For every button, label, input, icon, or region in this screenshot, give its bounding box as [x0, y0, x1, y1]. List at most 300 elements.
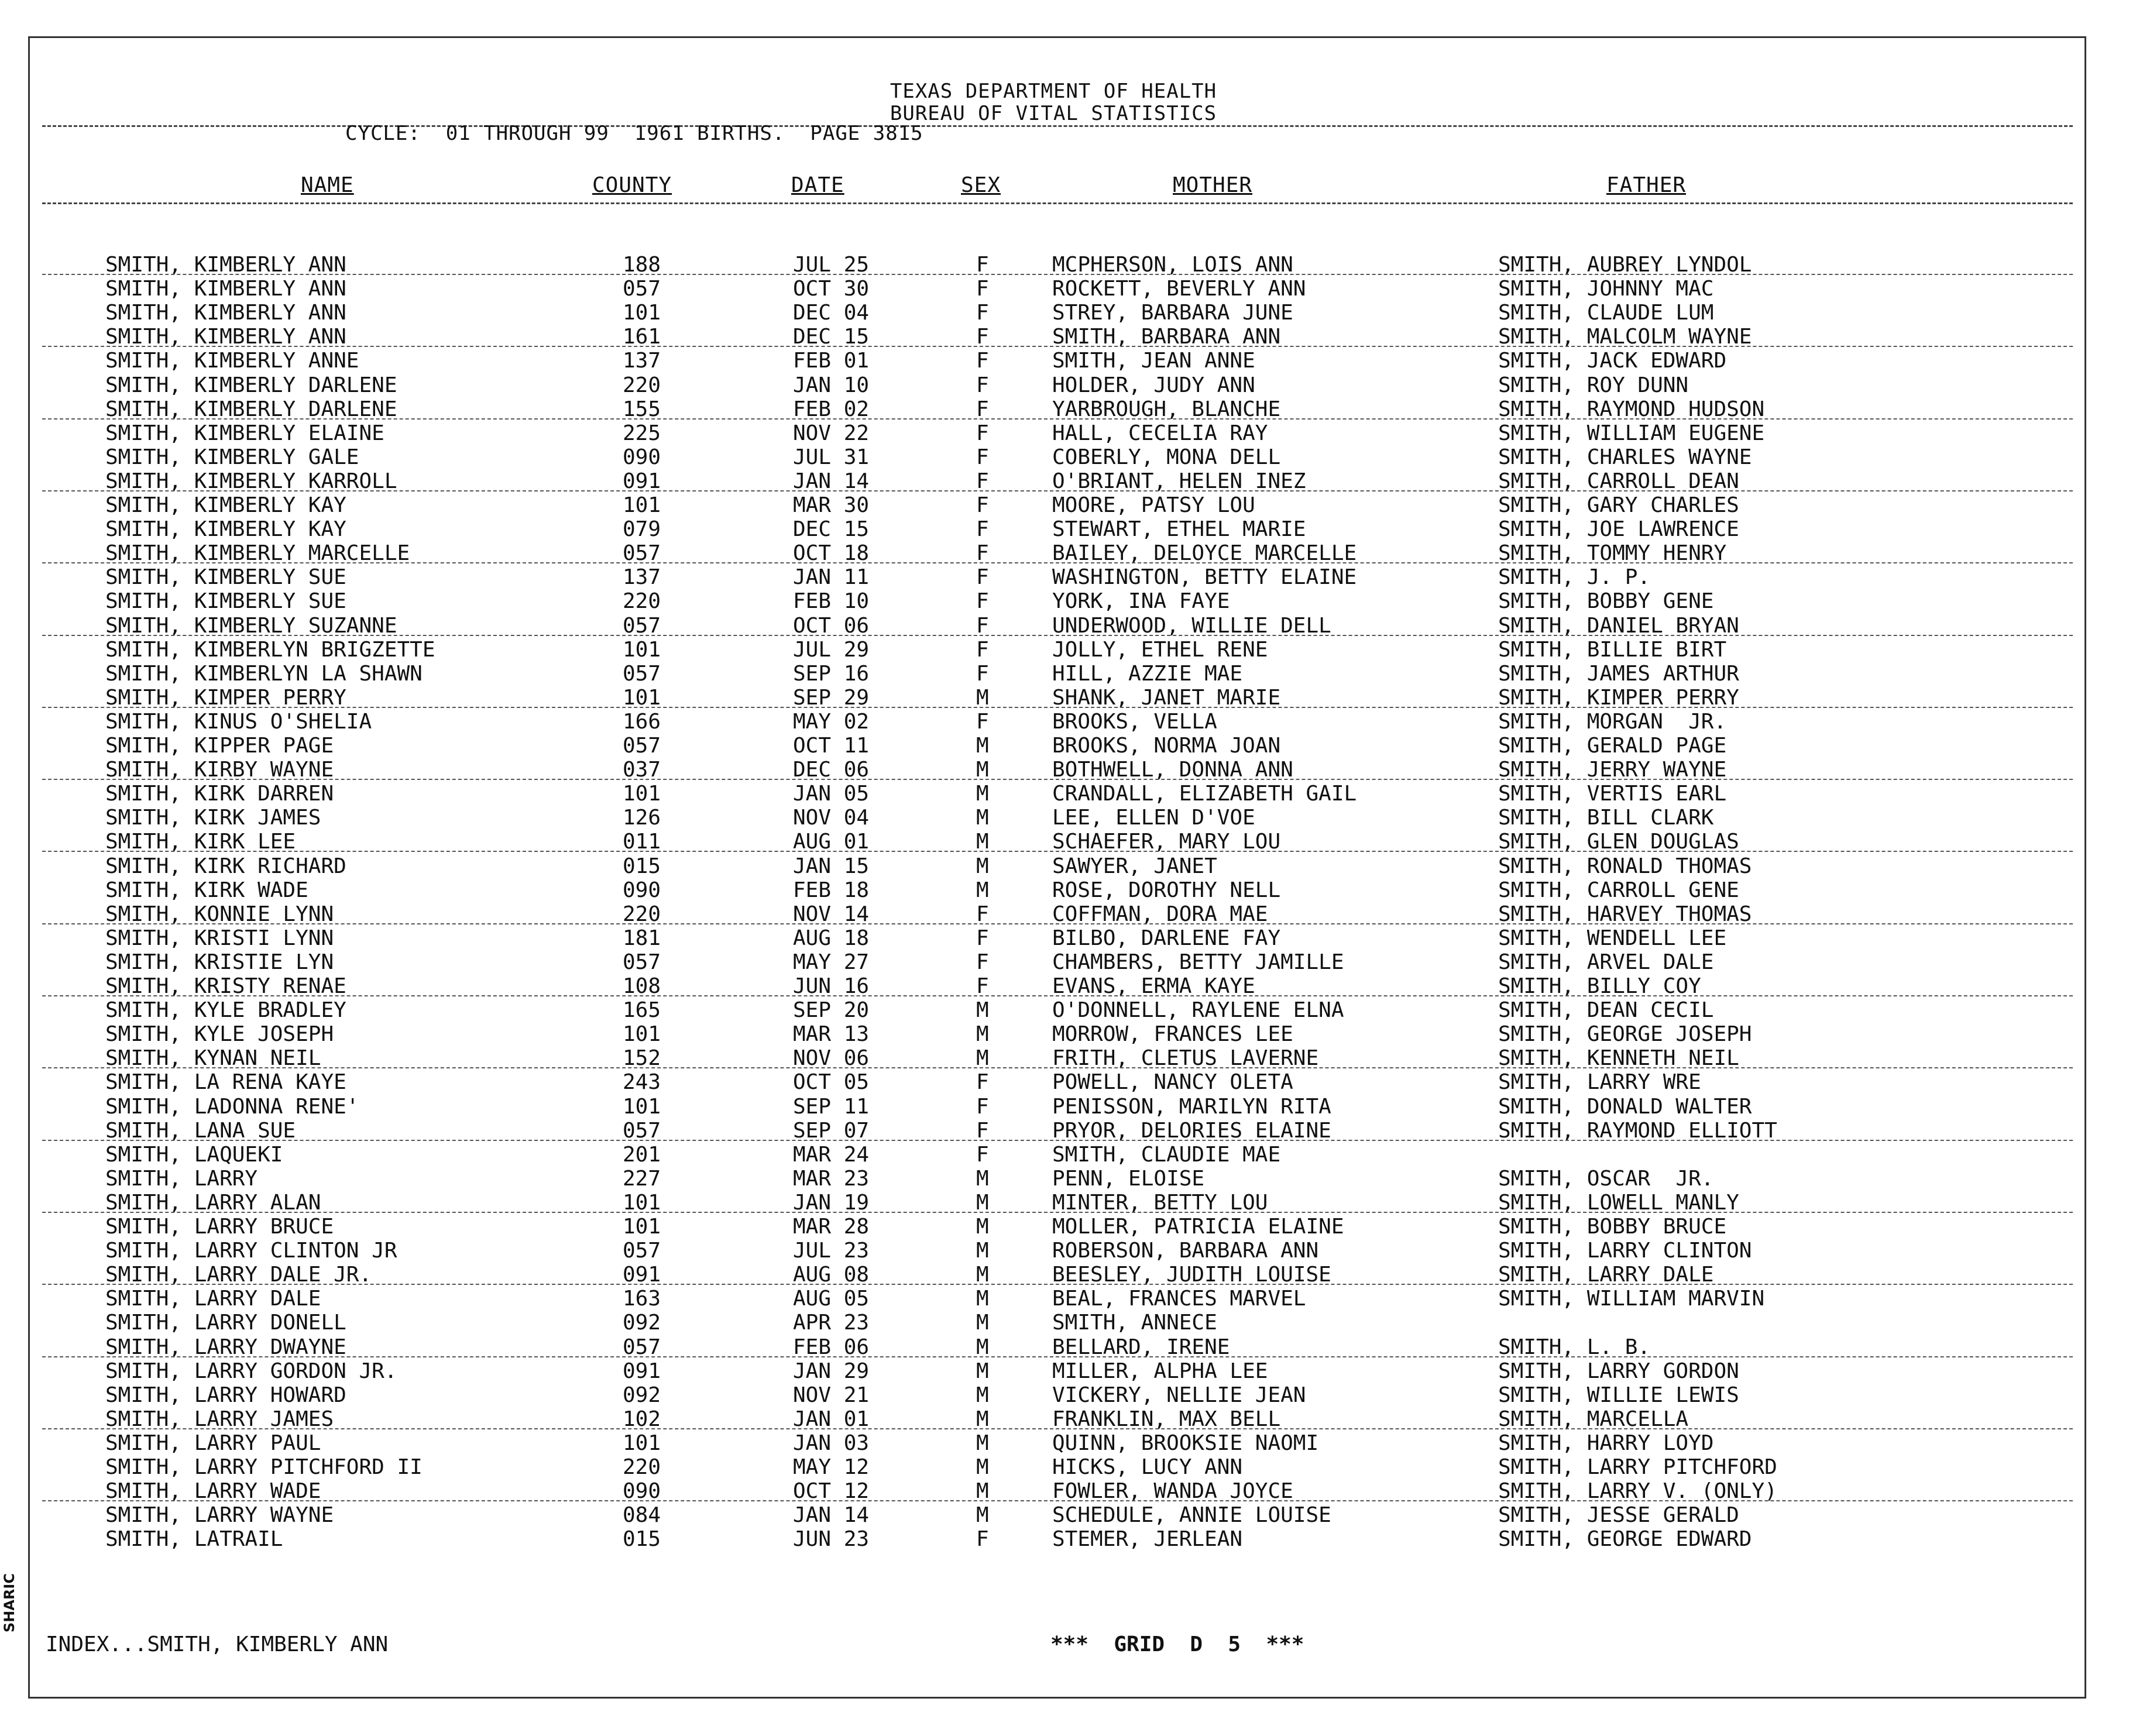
cell-father: SMITH, GERALD PAGE — [1498, 734, 1727, 758]
cell-date: OCT 18 — [793, 541, 870, 566]
row-rule — [42, 1356, 2073, 1357]
cell-father: SMITH, LOWELL MANLY — [1498, 1190, 1739, 1215]
cell-county: 220 — [623, 373, 661, 397]
cell-county: 165 — [623, 998, 661, 1023]
cell-county: 166 — [623, 709, 661, 734]
cell-date: MAY 02 — [793, 709, 870, 734]
cell-father: SMITH, JOE LAWRENCE — [1498, 517, 1739, 542]
cell-mother: WASHINGTON, BETTY ELAINE — [1052, 565, 1357, 590]
cell-mother: BROOKS, NORMA JOAN — [1052, 734, 1281, 758]
cell-date: JAN 29 — [793, 1359, 870, 1383]
cell-father: SMITH, BILLIE BIRT — [1498, 637, 1727, 662]
cell-county: 084 — [623, 1503, 661, 1528]
cell-date: JAN 11 — [793, 565, 870, 590]
cell-father: SMITH, WILLIAM MARVIN — [1498, 1287, 1765, 1311]
cell-father: SMITH, ROY DUNN — [1498, 373, 1689, 397]
cell-date: AUG 01 — [793, 830, 870, 854]
column-header-father: FATHER — [1606, 173, 1687, 197]
cell-county: 243 — [623, 1070, 661, 1095]
cell-date: SEP 29 — [793, 685, 870, 710]
cell-date: DEC 15 — [793, 325, 870, 349]
cell-date: MAR 23 — [793, 1166, 870, 1191]
cell-name: SMITH, KIRK JAMES — [105, 806, 321, 830]
cell-name: SMITH, KIMBERLYN BRIGZETTE — [105, 637, 435, 662]
cell-mother: UNDERWOOD, WILLIE DELL — [1052, 613, 1331, 638]
table-row — [0, 1479, 2136, 1503]
table-row — [0, 1527, 2136, 1551]
cell-name: SMITH, KIRK DARREN — [105, 782, 334, 806]
cell-father: SMITH, LARRY CLINTON — [1498, 1239, 1752, 1263]
cell-mother: HILL, AZZIE MAE — [1052, 661, 1243, 686]
cell-mother: EVANS, ERMA KAYE — [1052, 974, 1255, 998]
cell-sex: F — [976, 926, 989, 950]
cell-mother: ROSE, DOROTHY NELL — [1052, 878, 1281, 902]
cell-sex: M — [976, 1479, 989, 1504]
cell-date: JUL 23 — [793, 1239, 870, 1263]
cell-sex: F — [976, 421, 989, 445]
cell-county: 057 — [623, 661, 661, 686]
cell-county: 102 — [623, 1407, 661, 1431]
table-row — [0, 854, 2136, 878]
cell-date: NOV 04 — [793, 806, 870, 830]
header-bureau: BUREAU OF VITAL STATISTICS — [890, 102, 1217, 125]
table-row — [0, 1119, 2136, 1143]
table-row — [0, 397, 2136, 421]
cell-father: SMITH, LARRY DALE — [1498, 1263, 1714, 1287]
cell-date: JAN 03 — [793, 1431, 870, 1455]
table-row — [0, 1311, 2136, 1335]
cell-date: MAR 24 — [793, 1142, 870, 1167]
cell-mother: BOTHWELL, DONNA ANN — [1052, 758, 1293, 782]
column-header-rule — [42, 202, 2073, 204]
table-row — [0, 614, 2136, 638]
cell-name: SMITH, KINUS O'SHELIA — [105, 709, 372, 734]
cell-mother: MINTER, BETTY LOU — [1052, 1190, 1268, 1215]
cell-mother: BELLARD, IRENE — [1052, 1335, 1230, 1359]
cell-sex: M — [976, 782, 989, 806]
row-rule — [42, 1067, 2073, 1068]
row-rule — [42, 1284, 2073, 1285]
cell-date: SEP 11 — [793, 1094, 870, 1119]
cell-mother: YARBROUGH, BLANCHE — [1052, 397, 1281, 421]
cell-mother: SMITH, CLAUDIE MAE — [1052, 1142, 1281, 1167]
cell-father: SMITH, WILLIE LEWIS — [1498, 1383, 1739, 1407]
cell-name: SMITH, LA RENA KAYE — [105, 1070, 346, 1095]
cell-sex: M — [976, 1022, 989, 1047]
cell-mother: CRANDALL, ELIZABETH GAIL — [1052, 782, 1357, 806]
cell-mother: PENN, ELOISE — [1052, 1166, 1205, 1191]
cell-name: SMITH, KYLE BRADLEY — [105, 998, 346, 1023]
cell-name: SMITH, LARRY BRUCE — [105, 1215, 334, 1239]
cell-name: SMITH, KIMBERLY DARLENE — [105, 373, 397, 397]
cell-county: 101 — [623, 493, 661, 517]
cell-father: SMITH, BOBBY BRUCE — [1498, 1215, 1727, 1239]
cell-date: AUG 08 — [793, 1263, 870, 1287]
cell-father: SMITH, ARVEL DALE — [1498, 950, 1714, 974]
cell-date: MAR 30 — [793, 493, 870, 517]
table-row — [0, 253, 2136, 277]
cell-county: 092 — [623, 1311, 661, 1335]
cell-date: OCT 30 — [793, 277, 870, 301]
table-row — [0, 638, 2136, 662]
table-row — [0, 830, 2136, 854]
cell-father: SMITH, MALCOLM WAYNE — [1498, 325, 1752, 349]
cell-county: 057 — [623, 541, 661, 566]
cell-sex: M — [976, 998, 989, 1023]
cell-name: SMITH, KIMBERLY KARROLL — [105, 469, 397, 493]
table-row — [0, 1215, 2136, 1239]
cell-father: SMITH, OSCAR JR. — [1498, 1166, 1714, 1191]
cell-county: 108 — [623, 974, 661, 998]
cell-date: MAR 28 — [793, 1215, 870, 1239]
cell-sex: M — [976, 1335, 989, 1359]
cell-county: 090 — [623, 878, 661, 902]
cell-mother: HOLDER, JUDY ANN — [1052, 373, 1255, 397]
column-header-date: DATE — [791, 173, 844, 197]
cell-mother: SCHAEFER, MARY LOU — [1052, 830, 1281, 854]
cell-father: SMITH, LARRY WRE — [1498, 1070, 1701, 1095]
table-row — [0, 806, 2136, 830]
cell-date: SEP 07 — [793, 1118, 870, 1143]
cell-county: 225 — [623, 421, 661, 445]
cell-county: 057 — [623, 1118, 661, 1143]
row-rule — [42, 851, 2073, 852]
cell-date: NOV 21 — [793, 1383, 870, 1407]
cell-mother: BEAL, FRANCES MARVEL — [1052, 1287, 1306, 1311]
cell-name: SMITH, LARRY ALAN — [105, 1190, 321, 1215]
cell-mother: VICKERY, NELLIE JEAN — [1052, 1383, 1306, 1407]
cell-date: MAR 13 — [793, 1022, 870, 1047]
cell-sex: F — [976, 445, 989, 469]
cell-father: SMITH, JAMES ARTHUR — [1498, 661, 1739, 686]
row-rule — [42, 346, 2073, 347]
cell-county: 037 — [623, 758, 661, 782]
cell-father: SMITH, JESSE GERALD — [1498, 1503, 1739, 1528]
cell-name: SMITH, KIMBERLYN LA SHAWN — [105, 661, 423, 686]
cell-mother: HALL, CECELIA RAY — [1052, 421, 1268, 445]
column-header-name: NAME — [301, 173, 354, 197]
cell-sex: F — [976, 565, 989, 590]
cell-father: SMITH, JACK EDWARD — [1498, 349, 1727, 373]
table-row — [0, 1022, 2136, 1046]
table-row — [0, 493, 2136, 517]
cell-mother: MOORE, PATSY LOU — [1052, 493, 1255, 517]
cell-name: SMITH, KIMBERLY KAY — [105, 517, 346, 542]
cell-date: OCT 12 — [793, 1479, 870, 1504]
cell-mother: SHANK, JANET MARIE — [1052, 685, 1281, 710]
cell-sex: M — [976, 1383, 989, 1407]
cell-date: SEP 20 — [793, 998, 870, 1023]
cell-county: 181 — [623, 926, 661, 950]
cell-sex: M — [976, 1431, 989, 1455]
cell-father: SMITH, BOBBY GENE — [1498, 589, 1714, 614]
cell-date: JAN 14 — [793, 1503, 870, 1528]
cell-county: 057 — [623, 1335, 661, 1359]
cell-date: JUL 25 — [793, 253, 870, 277]
cell-name: SMITH, LARRY PAUL — [105, 1431, 321, 1455]
table-row — [0, 1143, 2136, 1167]
cell-county: 090 — [623, 445, 661, 469]
table-row — [0, 1095, 2136, 1119]
cell-father: SMITH, BILLY COY — [1498, 974, 1701, 998]
cell-date: AUG 05 — [793, 1287, 870, 1311]
cell-county: 015 — [623, 1527, 661, 1552]
cell-name: SMITH, LARRY DALE JR. — [105, 1263, 372, 1287]
cell-name: SMITH, KIMBERLY ANN — [105, 301, 346, 325]
cell-date: DEC 15 — [793, 517, 870, 542]
cell-mother: JOLLY, ETHEL RENE — [1052, 637, 1268, 662]
cell-date: JAN 01 — [793, 1407, 870, 1431]
cell-name: SMITH, LATRAIL — [105, 1527, 283, 1552]
cell-sex: M — [976, 1239, 989, 1263]
cell-father: SMITH, DANIEL BRYAN — [1498, 613, 1739, 638]
row-rule — [42, 923, 2073, 924]
cell-county: 015 — [623, 854, 661, 878]
cell-county: 163 — [623, 1287, 661, 1311]
cell-name: SMITH, KIMBERLY ANN — [105, 277, 346, 301]
cell-date: NOV 22 — [793, 421, 870, 445]
cell-mother: COBERLY, MONA DELL — [1052, 445, 1281, 469]
cell-sex: M — [976, 1359, 989, 1383]
cell-sex: F — [976, 613, 989, 638]
cell-name: SMITH, KIMBERLY ANNE — [105, 349, 359, 373]
cell-county: 057 — [623, 613, 661, 638]
cell-name: SMITH, KIMBERLY SUE — [105, 565, 346, 590]
row-rule — [42, 779, 2073, 780]
cell-county: 101 — [623, 1094, 661, 1119]
table-row — [0, 325, 2136, 349]
cell-name: SMITH, KYLE JOSEPH — [105, 1022, 334, 1047]
cell-mother: SMITH, BARBARA ANN — [1052, 325, 1281, 349]
cell-name: SMITH, KIRK LEE — [105, 830, 296, 854]
cell-mother: FRITH, CLETUS LAVERNE — [1052, 1046, 1319, 1071]
table-row — [0, 902, 2136, 926]
cell-father: SMITH, KIMPER PERRY — [1498, 685, 1739, 710]
cell-date: JAN 10 — [793, 373, 870, 397]
cell-father: SMITH, GLEN DOUGLAS — [1498, 830, 1739, 854]
cell-sex: F — [976, 950, 989, 974]
cell-mother: SCHEDULE, ANNIE LOUISE — [1052, 1503, 1331, 1528]
cell-sex: F — [976, 277, 989, 301]
row-rule — [42, 1212, 2073, 1213]
footer-index: INDEX...SMITH, KIMBERLY ANN — [46, 1632, 389, 1656]
cell-name: SMITH, KIRBY WAYNE — [105, 758, 334, 782]
cell-date: FEB 18 — [793, 878, 870, 902]
cell-county: 057 — [623, 734, 661, 758]
cell-name: SMITH, KIMBERLY DARLENE — [105, 397, 397, 421]
cell-mother: QUINN, BROOKSIE NAOMI — [1052, 1431, 1319, 1455]
cell-county: 201 — [623, 1142, 661, 1167]
cell-mother: STEMER, JERLEAN — [1052, 1527, 1243, 1552]
cell-name: SMITH, LARRY CLINTON JR — [105, 1239, 397, 1263]
cell-name: SMITH, LARRY HOWARD — [105, 1383, 346, 1407]
table-row — [0, 1455, 2136, 1479]
cell-county: 057 — [623, 950, 661, 974]
cell-name: SMITH, KIRK RICHARD — [105, 854, 346, 878]
cell-sex: M — [976, 1263, 989, 1287]
cell-county: 101 — [623, 685, 661, 710]
cell-mother: BROOKS, VELLA — [1052, 709, 1217, 734]
cell-sex: M — [976, 1311, 989, 1335]
cell-county: 091 — [623, 1263, 661, 1287]
header-cycle: CYCLE: 01 THROUGH 99 1961 BIRTHS. PAGE 3815 — [345, 122, 923, 145]
cell-mother: FRANKLIN, MAX BELL — [1052, 1407, 1281, 1431]
row-rule — [42, 418, 2073, 420]
cell-sex: M — [976, 878, 989, 902]
cell-father: SMITH, CARROLL GENE — [1498, 878, 1739, 902]
cell-county: 057 — [623, 1239, 661, 1263]
cell-date: SEP 16 — [793, 661, 870, 686]
cell-name: SMITH, KIMBERLY KAY — [105, 493, 346, 517]
cell-date: MAY 12 — [793, 1455, 870, 1479]
cell-county: 101 — [623, 1190, 661, 1215]
cell-county: 101 — [623, 1215, 661, 1239]
cell-father: SMITH, J. P. — [1498, 565, 1651, 590]
cell-name: SMITH, KIMBERLY ANN — [105, 325, 346, 349]
footer-grid: *** GRID D 5 *** — [1050, 1632, 1304, 1656]
cell-father: SMITH, HARRY LOYD — [1498, 1431, 1714, 1455]
cell-name: SMITH, KRISTI LYNN — [105, 926, 334, 950]
table-row — [0, 878, 2136, 902]
row-rule — [42, 635, 2073, 636]
table-row — [0, 926, 2136, 950]
cell-date: OCT 11 — [793, 734, 870, 758]
cell-mother: SMITH, ANNECE — [1052, 1311, 1217, 1335]
cell-father: SMITH, WILLIAM EUGENE — [1498, 421, 1765, 445]
cell-mother: STEWART, ETHEL MARIE — [1052, 517, 1306, 542]
table-row — [0, 1239, 2136, 1263]
cell-county: 101 — [623, 637, 661, 662]
cell-date: DEC 06 — [793, 758, 870, 782]
table-row — [0, 998, 2136, 1022]
row-rule — [42, 490, 2073, 491]
cell-sex: F — [976, 589, 989, 614]
cell-name: SMITH, KIMPER PERRY — [105, 685, 346, 710]
table-row — [0, 710, 2136, 734]
cell-county: 092 — [623, 1383, 661, 1407]
cell-mother: MILLER, ALPHA LEE — [1052, 1359, 1268, 1383]
table-row — [0, 1383, 2136, 1407]
cell-father: SMITH, GEORGE EDWARD — [1498, 1527, 1752, 1552]
cell-name: SMITH, KRISTIE LYN — [105, 950, 334, 974]
row-rule — [42, 707, 2073, 708]
cell-date: JUN 23 — [793, 1527, 870, 1552]
cell-county: 091 — [623, 1359, 661, 1383]
cell-mother: ROBERSON, BARBARA ANN — [1052, 1239, 1319, 1263]
cell-date: NOV 06 — [793, 1046, 870, 1071]
cell-county: 152 — [623, 1046, 661, 1071]
table-row — [0, 1431, 2136, 1455]
cell-mother: CHAMBERS, BETTY JAMILLE — [1052, 950, 1344, 974]
table-row — [0, 734, 2136, 758]
header-agency: TEXAS DEPARTMENT OF HEALTH — [890, 80, 1217, 103]
cell-sex: F — [976, 469, 989, 493]
cell-name: SMITH, LARRY JAMES — [105, 1407, 334, 1431]
table-row — [0, 517, 2136, 541]
cell-mother: YORK, INA FAYE — [1052, 589, 1230, 614]
cell-sex: F — [976, 325, 989, 349]
cell-county: 057 — [623, 277, 661, 301]
cell-father: SMITH, RONALD THOMAS — [1498, 854, 1752, 878]
cell-county: 090 — [623, 1479, 661, 1504]
cell-date: APR 23 — [793, 1311, 870, 1335]
cell-father: SMITH, BILL CLARK — [1498, 806, 1714, 830]
cell-father: SMITH, RAYMOND ELLIOTT — [1498, 1118, 1777, 1143]
table-row — [0, 277, 2136, 301]
cell-county: 101 — [623, 1022, 661, 1047]
cell-father: SMITH, L. B. — [1498, 1335, 1651, 1359]
cell-sex: M — [976, 1166, 989, 1191]
cell-name: SMITH, LARRY DONELL — [105, 1311, 346, 1335]
cell-date: FEB 10 — [793, 589, 870, 614]
cell-name: SMITH, LARRY DWAYNE — [105, 1335, 346, 1359]
cell-name: SMITH, KONNIE LYNN — [105, 902, 334, 926]
cell-mother: MCPHERSON, LOIS ANN — [1052, 253, 1293, 277]
cell-sex: F — [976, 373, 989, 397]
cell-mother: SMITH, JEAN ANNE — [1052, 349, 1255, 373]
cell-name: SMITH, KIMBERLY ELAINE — [105, 421, 384, 445]
cell-mother: PENISSON, MARILYN RITA — [1052, 1094, 1331, 1119]
row-rule — [42, 995, 2073, 996]
cell-name: SMITH, KIMBERLY SUE — [105, 589, 346, 614]
cell-name: SMITH, KIMBERLY GALE — [105, 445, 359, 469]
cell-mother: MOLLER, PATRICIA ELAINE — [1052, 1215, 1344, 1239]
cell-name: SMITH, KIMBERLY MARCELLE — [105, 541, 410, 566]
cell-name: SMITH, KRISTY RENAE — [105, 974, 346, 998]
cell-mother: FOWLER, WANDA JOYCE — [1052, 1479, 1293, 1504]
cell-mother: POWELL, NANCY OLETA — [1052, 1070, 1293, 1095]
cell-date: JAN 05 — [793, 782, 870, 806]
cell-sex: M — [976, 685, 989, 710]
cell-sex: M — [976, 1215, 989, 1239]
cell-name: SMITH, KYNAN NEIL — [105, 1046, 321, 1071]
cell-father: SMITH, LARRY GORDON — [1498, 1359, 1739, 1383]
table-row — [0, 1167, 2136, 1191]
table-row — [0, 758, 2136, 782]
cell-date: OCT 05 — [793, 1070, 870, 1095]
cell-father: SMITH, GEORGE JOSEPH — [1498, 1022, 1752, 1047]
cell-father: SMITH, DONALD WALTER — [1498, 1094, 1752, 1119]
cell-sex: M — [976, 1046, 989, 1071]
cell-sex: M — [976, 854, 989, 878]
cell-name: SMITH, LARRY WAYNE — [105, 1503, 334, 1528]
cell-father: SMITH, CLAUDE LUM — [1498, 301, 1714, 325]
cell-date: DEC 04 — [793, 301, 870, 325]
cell-county: 091 — [623, 469, 661, 493]
cell-date: NOV 14 — [793, 902, 870, 926]
cell-sex: F — [976, 1527, 989, 1552]
cell-sex: F — [976, 637, 989, 662]
cell-sex: F — [976, 709, 989, 734]
cell-father: SMITH, KENNETH NEIL — [1498, 1046, 1739, 1071]
cell-date: JUN 16 — [793, 974, 870, 998]
cell-name: SMITH, LAQUEKI — [105, 1142, 283, 1167]
cell-date: JUL 31 — [793, 445, 870, 469]
column-header-sex: SEX — [961, 173, 1001, 197]
cell-mother: O'DONNELL, RAYLENE ELNA — [1052, 998, 1344, 1023]
cell-name: SMITH, LARRY DALE — [105, 1287, 321, 1311]
cell-name: SMITH, LADONNA RENE' — [105, 1094, 359, 1119]
cell-name: SMITH, KIPPER PAGE — [105, 734, 334, 758]
cell-date: FEB 01 — [793, 349, 870, 373]
cell-mother: BEESLEY, JUDITH LOUISE — [1052, 1263, 1331, 1287]
table-row — [0, 565, 2136, 589]
cell-sex: F — [976, 397, 989, 421]
cell-name: SMITH, KIMBERLY ANN — [105, 253, 346, 277]
cell-county: 079 — [623, 517, 661, 542]
cell-mother: BILBO, DARLENE FAY — [1052, 926, 1281, 950]
cell-county: 161 — [623, 325, 661, 349]
